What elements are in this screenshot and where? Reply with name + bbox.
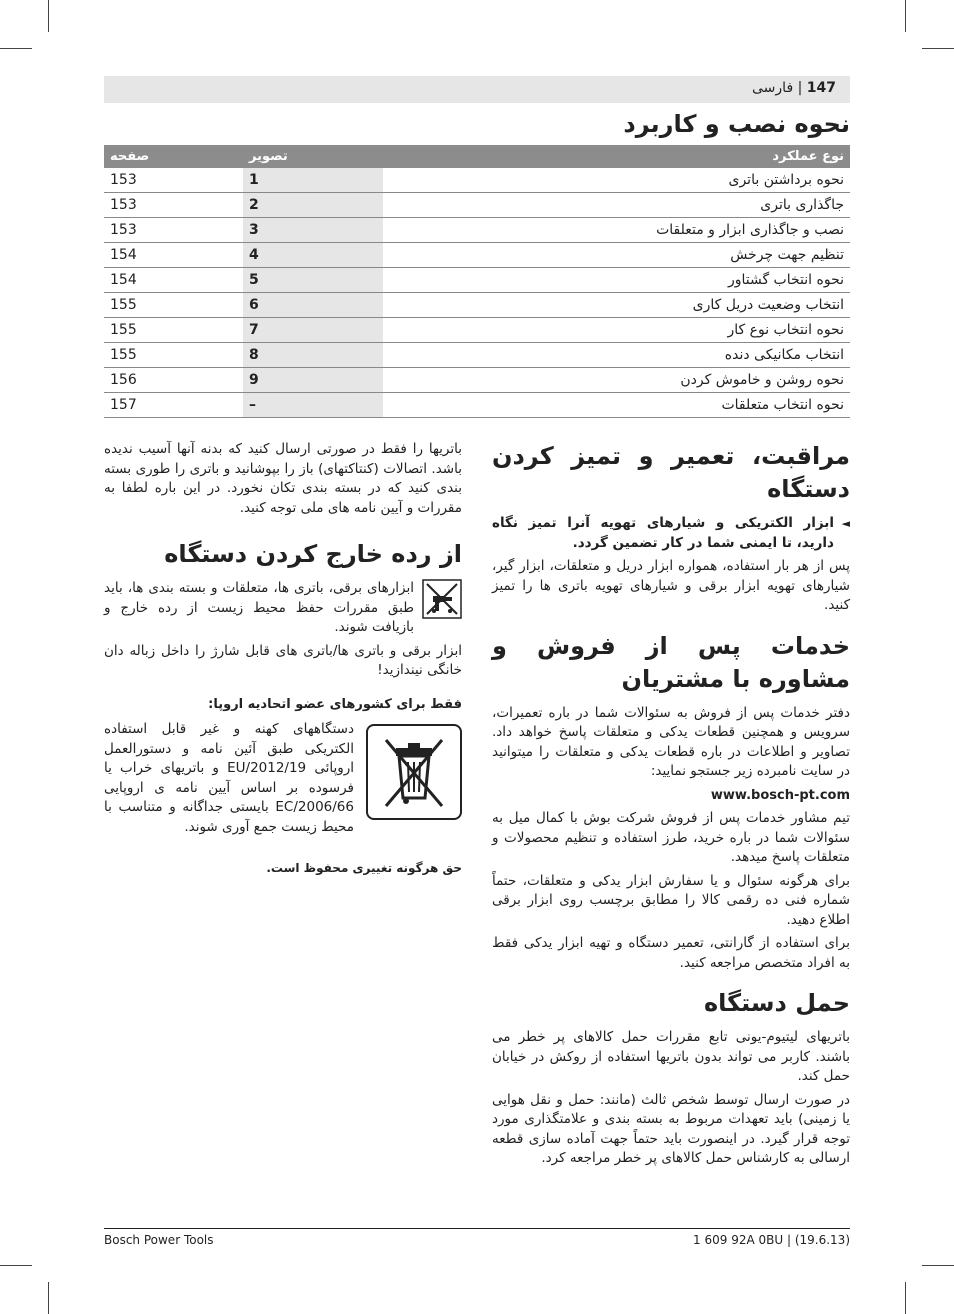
- right-column: [492, 436, 850, 1173]
- header-text: 147 | فارسی: [752, 80, 836, 96]
- operation-table: [104, 145, 850, 418]
- row-operation: نحوه روشن و خاموش کردن: [383, 368, 850, 393]
- warning-text: ◄ ابزار الکتریکی و شیارهای تهویه آنرا تمیز نگاه دارید، تا ایمنی شما در کار تضمین گردد.: [492, 515, 850, 551]
- row-operation: نحوه برداشتن باتری: [383, 168, 850, 193]
- row-figure: 8: [243, 343, 383, 368]
- maintenance-text: پس از هر بار استفاده، همواره ابزار دریل و متعلقات، ابزار گیر، شیارهای تهویه ابزار برقی و شیارهای تهویه باتری ها را تمیز کنید.: [492, 558, 850, 613]
- table-row: [104, 293, 850, 318]
- row-page: 154: [104, 243, 243, 268]
- table-row: [104, 393, 850, 418]
- service-title: خدمات پس از فروش و مشاوره با مشتریان: [492, 631, 850, 693]
- row-page: 155: [104, 293, 243, 318]
- table-header-row: [104, 145, 850, 168]
- table-row: [104, 243, 850, 268]
- service-paragraph-1: دفتر خدمات پس از فروش به سئوالات شما در باره تعمیرات، سرویس و همچنین قطعات یدکی و متعلقات پاسخ خواهد داد. تصاویر و اطلاعات در باره قطعات یدکی و متعلقات را میتوانید در سایت نامبرده زیر جستجو نمایید:: [492, 704, 850, 779]
- row-page: 153: [104, 193, 243, 218]
- table-row: [104, 343, 850, 368]
- crossed-tools-icon: [422, 579, 462, 619]
- operation-title: نحوه نصب و کاربرد: [623, 110, 850, 138]
- service-paragraph-2: تیم مشاور خدمات پس از فروش شرکت بوش با کمال میل به سئوالات شما در باره خرید، طرز استفاده و تنظیم محصولات و متعلقات پاسخ میدهد.: [492, 810, 850, 865]
- row-operation: جاگذاری باتری: [383, 193, 850, 218]
- row-operation: نصب و جاگذاری ابزار و متعلقات: [383, 218, 850, 243]
- crop-mark: [48, 1282, 49, 1314]
- row-operation: نحوه انتخاب گشتاور: [383, 268, 850, 293]
- eu-text: دستگاههای کهنه و غیر قابل استفاده الکتریکی طبق آئین نامه و دستورالعمل اروپائی 2012/19/EU و باتریهای خراب یا فرسوده بر اساس آیین نامه ی اروپایی 2006/66/EC بایستی جداگانه و متناسب با محیط زیست جمع آوری شوند.: [104, 721, 354, 835]
- table-row: [104, 168, 850, 193]
- row-page: 153: [104, 218, 243, 243]
- row-figure: 1: [243, 168, 383, 193]
- row-page: 155: [104, 343, 243, 368]
- crop-mark: [0, 48, 32, 49]
- transport-title: حمل دستگاه: [703, 989, 850, 1017]
- change-notice: حق هرگونه تغییری محفوظ است.: [266, 861, 462, 875]
- header-page: صفحه: [104, 145, 243, 168]
- disposal-icon-text: ابزارهای برقی، باتری ها، متعلقات و بسته بندی ها، باید طبق مقررات حفظ محیط زیست از رده خارج و بازیافت شوند.: [104, 580, 414, 635]
- row-operation: انتخاب وضعیت دریل کاری: [383, 293, 850, 318]
- row-figure: 2: [243, 193, 383, 218]
- maintenance-title: مراقبت، تعمیر و تمیز کردن دستگاه: [492, 442, 850, 503]
- crop-mark: [0, 1265, 32, 1266]
- crop-mark: [905, 1282, 906, 1314]
- row-figure: 9: [243, 368, 383, 393]
- crossed-bin-icon: [366, 724, 462, 820]
- eu-row: [104, 720, 462, 837]
- row-page: 154: [104, 268, 243, 293]
- page-header: [104, 76, 850, 103]
- row-page: 155: [104, 318, 243, 343]
- table-row: [104, 218, 850, 243]
- table-row: [104, 193, 850, 218]
- row-page: 157: [104, 393, 243, 418]
- row-figure: –: [243, 393, 383, 418]
- row-operation: تنظیم جهت چرخش: [383, 243, 850, 268]
- table-row: [104, 318, 850, 343]
- row-figure: 7: [243, 318, 383, 343]
- table-row: [104, 268, 850, 293]
- header-operation: نوع عملکرد: [383, 145, 850, 168]
- page-number: 147: [806, 80, 836, 96]
- row-figure: 3: [243, 218, 383, 243]
- row-operation: انتخاب مکانیکی دنده: [383, 343, 850, 368]
- transport-paragraph-2: در صورت ارسال توسط شخص ثالث (مانند: حمل و نقل هوایی یا زمینی) باید تعهدات مربوط به بسته بندی و علامتگذاری مورد توجه قرار گیرد. در اینصورت باید حتماً جهت آماده سازی قطعه ارسالی به کارشناس حمل کالاهای پر خطر مراجعه کرد.: [492, 1091, 850, 1166]
- disposal-icon-row: [104, 579, 462, 638]
- table-row: [104, 368, 850, 393]
- service-paragraph-4: برای استفاده از گارانتی، تعمیر دستگاه و تهیه ابزار یدکی فقط به افراد متخصص مراجعه کنید.: [492, 935, 850, 971]
- eu-heading: فقط برای کشورهای عضو اتحادیه اروپا:: [208, 696, 462, 712]
- row-operation: نحوه انتخاب متعلقات: [383, 393, 850, 418]
- crop-mark: [922, 48, 954, 49]
- footer-brand: Bosch Power Tools: [104, 1233, 214, 1247]
- crop-mark: [905, 0, 906, 32]
- row-figure: 4: [243, 243, 383, 268]
- crop-mark: [48, 0, 49, 32]
- row-operation: نحوه انتخاب نوع کار: [383, 318, 850, 343]
- warning-triangle-icon: ◄: [841, 517, 850, 530]
- disposal-title: از رده خارج کردن دستگاه: [164, 540, 462, 568]
- battery-text: باتریها را فقط در صورتی ارسال کنید که بدنه آنها آسیب ندیده باشد. اتصالات (کنتاکتهای) باز را بپوشانید و باتری را طوری بسته بندی کنید که در بسته بندی تکان نخورد. در این باره لطفا به مقررات و آیین نامه های ملی توجه کنید.: [104, 441, 462, 516]
- row-page: 156: [104, 368, 243, 393]
- language-label: فارسی: [752, 80, 794, 96]
- service-link[interactable]: www.bosch-pt.com: [710, 787, 850, 803]
- left-column: [104, 440, 462, 883]
- row-figure: 5: [243, 268, 383, 293]
- footer-rule: [104, 1228, 850, 1229]
- disposal-paragraph-2: ابزار برقی و باتری ها/باتری های قابل شارژ را داخل زباله دان خانگی نیندازید!: [104, 642, 462, 678]
- crop-mark: [922, 1265, 954, 1266]
- header-figure: تصویر: [243, 145, 383, 168]
- row-page: 153: [104, 168, 243, 193]
- row-figure: 6: [243, 293, 383, 318]
- footer-doc-id: 1 609 92A 0BU | (19.6.13): [693, 1233, 850, 1247]
- service-paragraph-3: برای هرگونه سئوال و یا سفارش ابزار یدکی و متعلقات، حتماً شماره فنی ده رقمی کالا را مطابق برچسب روی ابزار برقی اطلاع دهید.: [492, 872, 850, 928]
- transport-paragraph-1: باتریهای لیتیوم-یونی تابع مقررات حمل کالاهای پر خطر می باشند. کاربر می تواند بدون باتریها استفاده از روکش در خیابان حمل کند.: [492, 1029, 850, 1084]
